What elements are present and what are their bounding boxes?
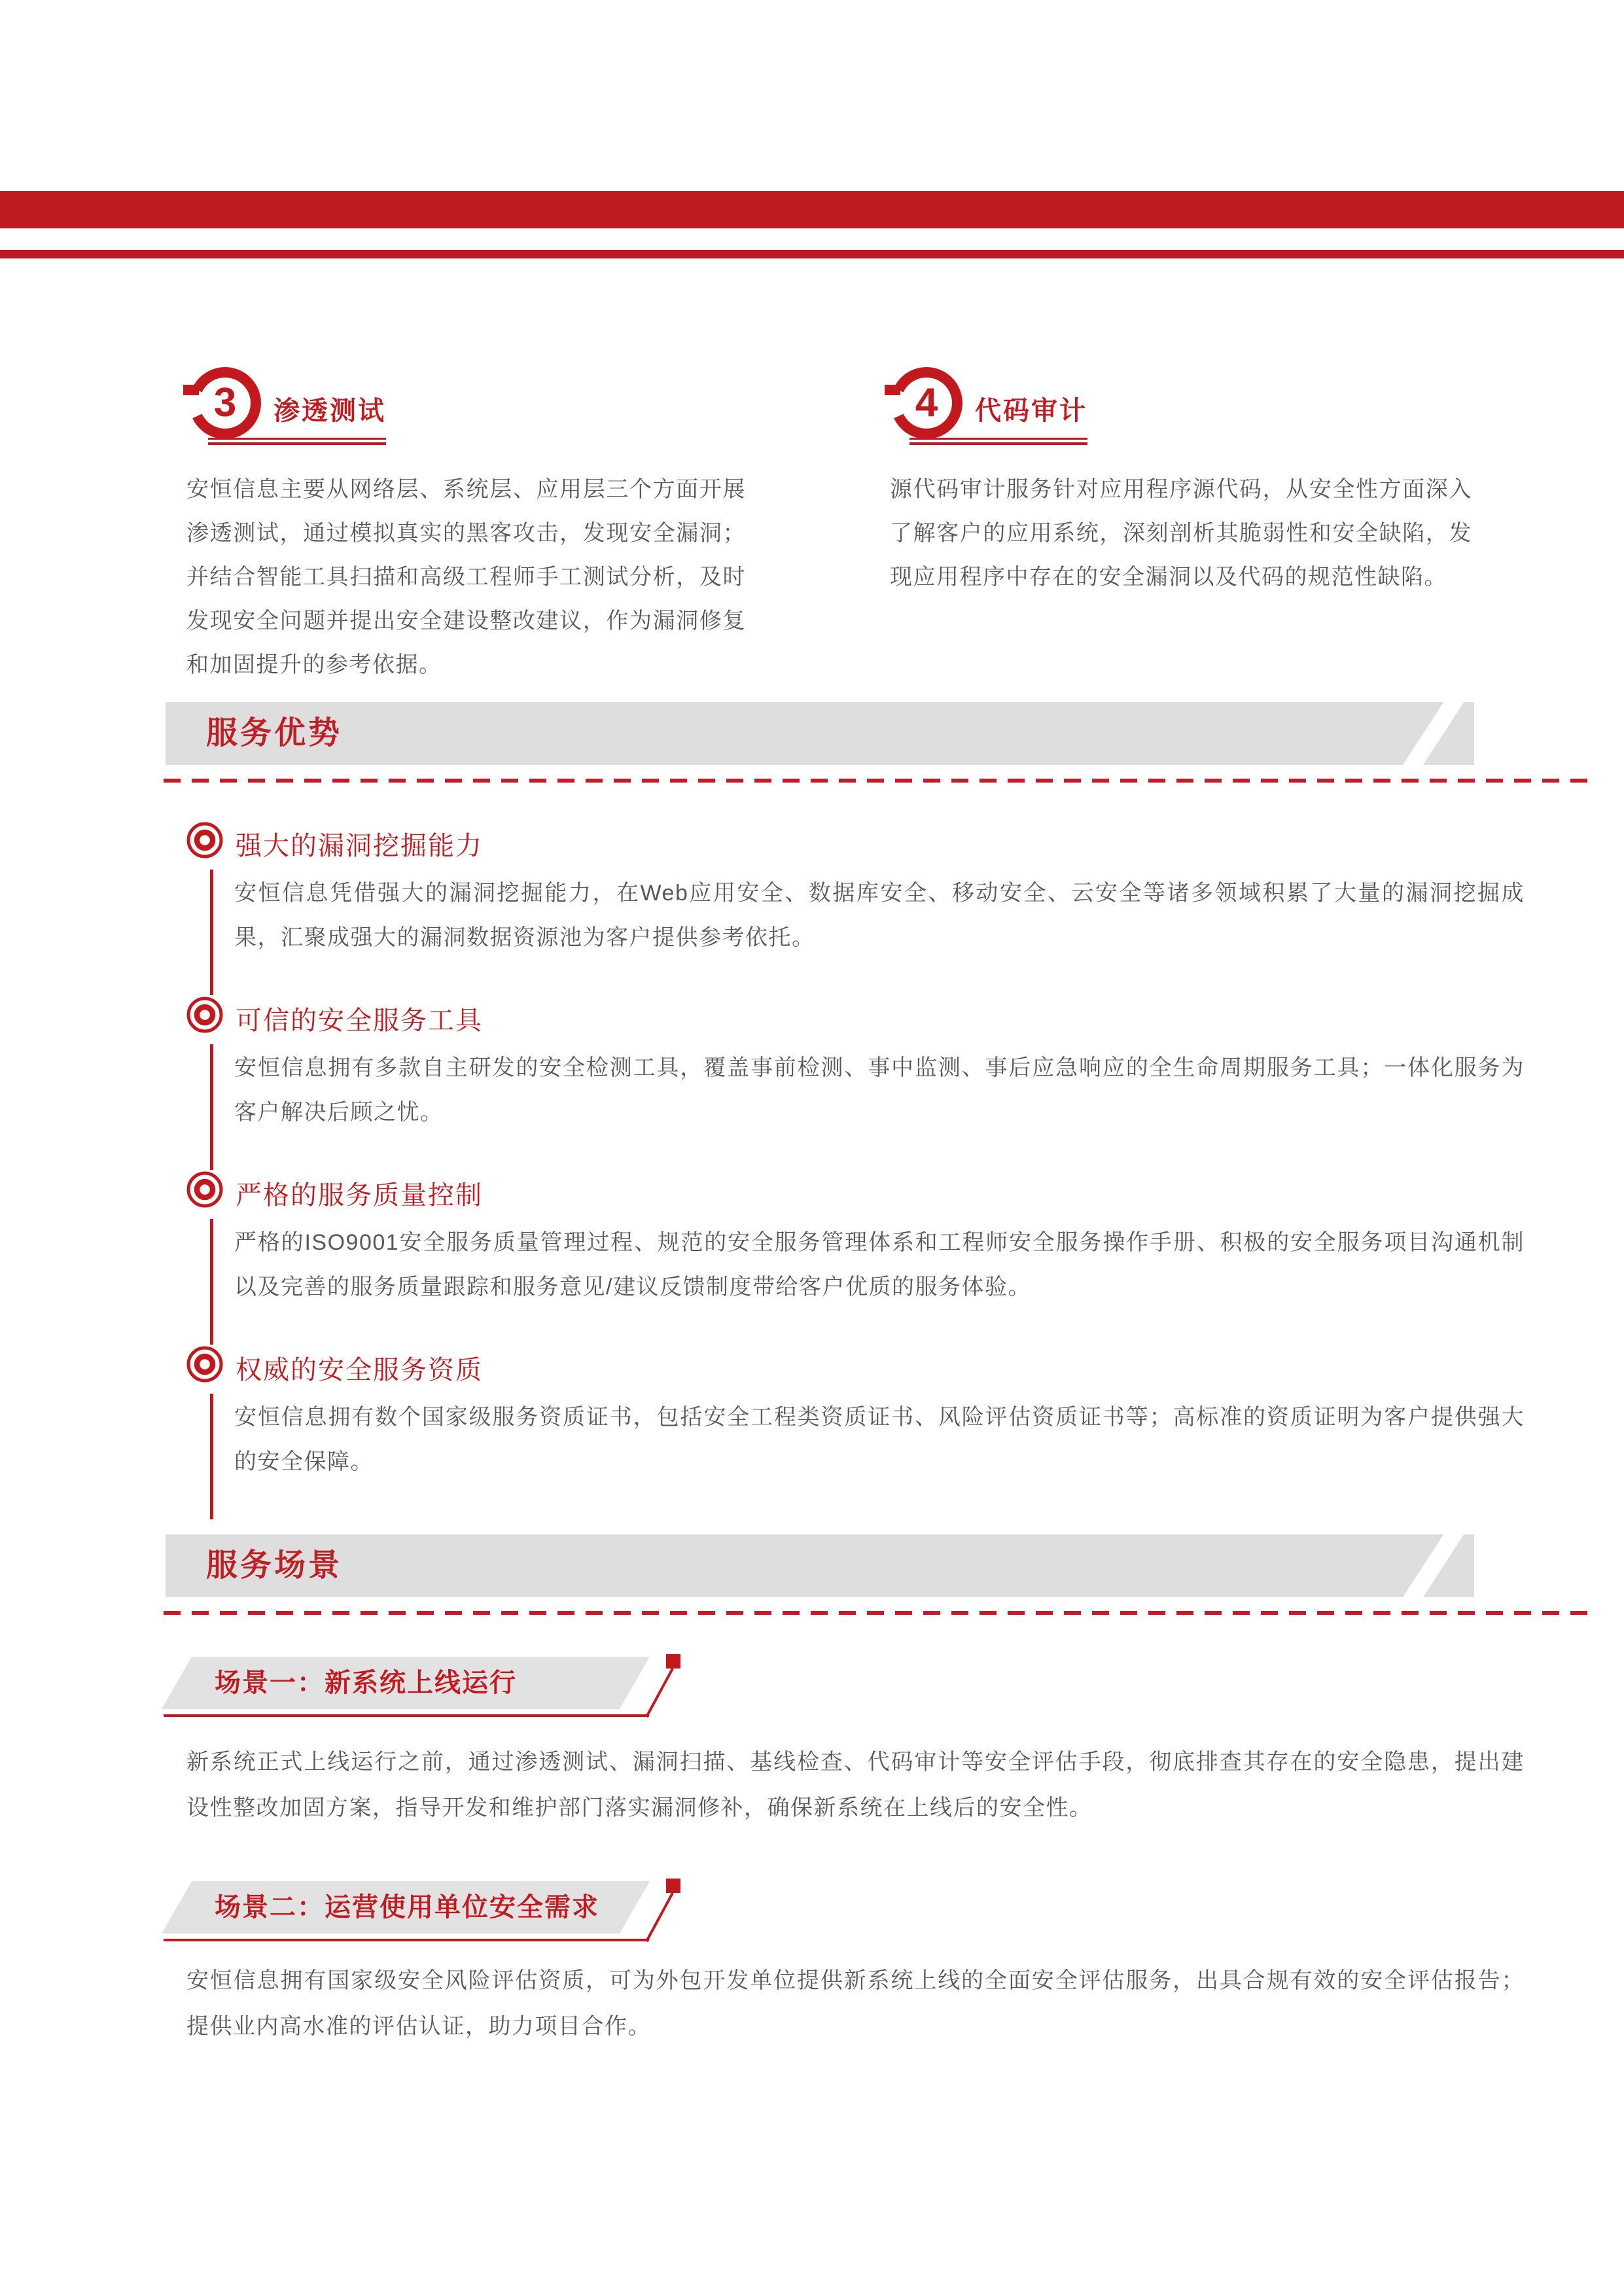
bar-slash-decoration	[1400, 702, 1464, 765]
dashed-divider	[164, 1611, 1597, 1615]
section-bar-scenarios	[166, 1534, 1474, 1597]
service-number: 3	[213, 380, 237, 425]
dashed-divider	[164, 779, 1597, 783]
target-bullet-icon	[186, 1345, 224, 1383]
scenario-body: 安恒信息拥有国家级安全风险评估资质，可为外包开发单位提供新系统上线的全面安全评估服务，出具合规有效的安全评估报告；提供业内高水准的评估认证，助力项目合作。	[186, 1968, 1525, 2039]
section-bar-advantages	[166, 702, 1474, 765]
section-title: 服务优势	[206, 716, 343, 751]
advantage-title: 权威的安全服务资质	[236, 1356, 483, 1385]
red-rule-decoration	[210, 1219, 213, 1345]
bar-slash-decoration	[1400, 1534, 1464, 1597]
advantage-body: 严格的ISO9001安全服务质量管理过程、规范的安全服务管理体系和工程师安全服务操作手册、积极的安全服务项目沟通机制以及完善的服务质量跟踪和服务意见/建议反馈制度带给客户优质的服务体验。	[234, 1230, 1525, 1299]
advantage-body: 安恒信息拥有多款自主研发的安全检测工具，覆盖事前检测、事中监测、事后应急响应的全生命周期服务工具；一体化服务为客户解决后顾之忧。	[234, 1055, 1525, 1125]
target-bullet-icon	[186, 821, 224, 859]
scenario-body: 新系统正式上线运行之前，通过渗透测试、漏洞扫描、基线检查、代码审计等安全评估手段，彻底排查其存在的安全隐患，提出建设性整改加固方案，指导开发和维护部门落实漏洞修补，确保新系统在上线后的安全性。	[186, 1750, 1525, 1820]
advantage-title: 严格的服务质量控制	[236, 1181, 483, 1210]
red-rule-decoration	[210, 1044, 213, 1170]
service-title: 代码审计	[975, 397, 1087, 425]
service-description: 源代码审计服务针对应用程序源代码，从安全性方面深入了解客户的应用系统，深刻剖析其脆弱性和安全缺陷，发现应用程序中存在的安全漏洞以及代码的规范性缺陷。	[890, 477, 1472, 590]
top-banner-bar-thick	[0, 191, 1624, 228]
advantage-title: 强大的漏洞挖掘能力	[236, 832, 483, 860]
section-title: 服务场景	[206, 1548, 343, 1583]
target-bullet-icon	[186, 1171, 224, 1209]
scenario-flag-decoration	[164, 1649, 700, 1721]
advantage-title: 可信的安全服务工具	[236, 1006, 483, 1035]
top-banner-bar-thin	[0, 250, 1624, 258]
scenario-label: 场景一：新系统上线运行	[215, 1669, 517, 1697]
target-bullet-icon	[186, 996, 224, 1034]
service-number: 4	[915, 380, 938, 425]
advantage-body: 安恒信息拥有数个国家级服务资质证书，包括安全工程类资质证书、风险评估资质证书等；高标准的资质证明为客户提供强大的安全保障。	[234, 1405, 1525, 1474]
scenario-flag-decoration	[164, 1873, 700, 1945]
advantage-body: 安恒信息凭借强大的漏洞挖掘能力，在Web应用安全、数据库安全、移动安全、云安全等诸多领域积累了大量的漏洞挖掘成果，汇聚成强大的漏洞数据资源池为客户提供参考依托。	[234, 881, 1525, 950]
red-rule-decoration	[210, 1394, 213, 1519]
service-description: 安恒信息主要从网络层、系统层、应用层三个方面开展渗透测试，通过模拟真实的黑客攻击，发现安全漏洞；并结合智能工具扫描和高级工程师手工测试分析，及时发现安全问题并提出安全建设整改建议，作为漏洞修复和加固提升的参考依据。	[186, 477, 746, 677]
red-rule-decoration	[210, 870, 213, 995]
scenario-label: 场景二：运营使用单位安全需求	[215, 1893, 599, 1922]
service-title: 渗透测试	[274, 397, 386, 425]
